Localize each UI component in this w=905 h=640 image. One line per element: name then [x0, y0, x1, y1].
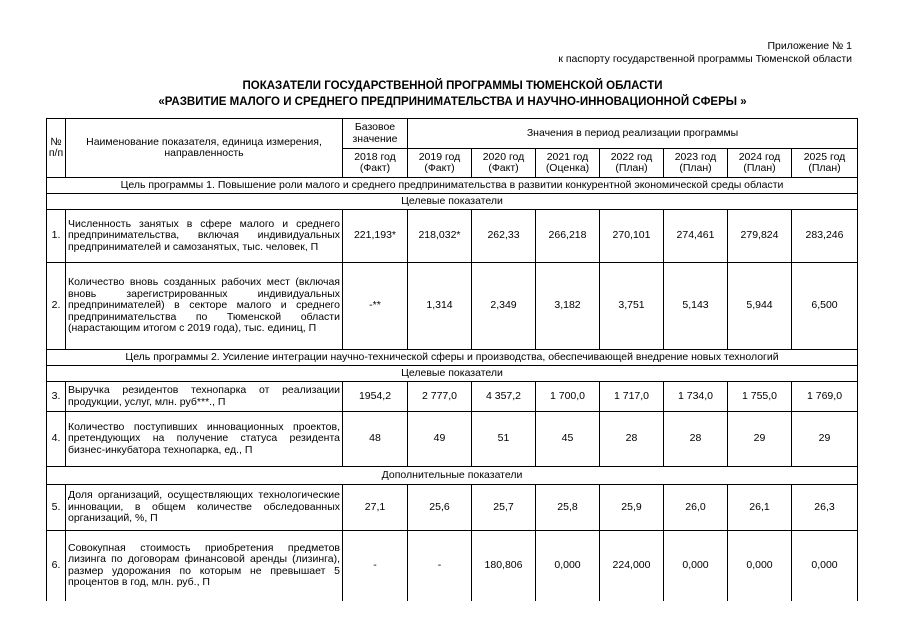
cell-2025: 0,000	[792, 531, 858, 601]
cell-2019: 2 777,0	[408, 382, 472, 412]
cell-2021: 0,000	[536, 531, 600, 601]
header-name: Наименование показателя, единица измерения, направленность	[66, 119, 343, 178]
cell-2019: -	[408, 531, 472, 601]
cell-2019: 25,6	[408, 485, 472, 531]
header-year-2024: 2024 год (План)	[728, 149, 792, 178]
appendix-line-1: Приложение № 1	[767, 40, 852, 52]
header-year-2020: 2020 год (Факт)	[472, 149, 536, 178]
cell-2021: 266,218	[536, 210, 600, 263]
table-row	[47, 485, 858, 531]
cell-2020: 2,349	[472, 263, 536, 350]
cell-2020: 262,33	[472, 210, 536, 263]
cell-2018: 27,1	[343, 485, 408, 531]
cell-2024: 29	[728, 412, 792, 467]
cell-2018: 221,193*	[343, 210, 408, 263]
row-name: Доля организаций, осуществляющих технологические инновации, в общем количестве обследованных организаций, %, П	[66, 485, 343, 531]
cell-2022: 25,9	[600, 485, 664, 531]
cell-2025: 29	[792, 412, 858, 467]
cell-2018: -	[343, 531, 408, 601]
cell-2022: 3,751	[600, 263, 664, 350]
table-row	[47, 210, 858, 263]
target-indicators-2-row: Целевые показатели	[47, 366, 858, 382]
cell-2018: 48	[343, 412, 408, 467]
cell-2024: 26,1	[728, 485, 792, 531]
cell-2023: 28	[664, 412, 728, 467]
indicators-table	[46, 118, 858, 601]
cell-2020: 180,806	[472, 531, 536, 601]
cell-2019: 1,314	[408, 263, 472, 350]
header-year-2022: 2022 год (План)	[600, 149, 664, 178]
cell-2018: 1954,2	[343, 382, 408, 412]
header-period: Значения в период реализации программы	[408, 119, 858, 149]
table-row	[47, 263, 858, 350]
cell-2021: 25,8	[536, 485, 600, 531]
appendix-note	[558, 40, 852, 66]
row-number: 4.	[47, 412, 66, 467]
row-number: 1.	[47, 210, 66, 263]
header-num: № п/п	[47, 119, 66, 178]
cell-2022: 1 717,0	[600, 382, 664, 412]
cell-2024: 0,000	[728, 531, 792, 601]
header-year-2019: 2019 год (Факт)	[408, 149, 472, 178]
table-row	[47, 412, 858, 467]
table-row	[47, 531, 858, 601]
cell-2021: 45	[536, 412, 600, 467]
page-title	[0, 78, 905, 110]
header-year-2021: 2021 год (Оценка)	[536, 149, 600, 178]
row-name: Количество поступивших инновационных проектов, претендующих на получение статуса резидента бизнес-инкубатора технопарка, ед., П	[66, 412, 343, 467]
title-line-2: «РАЗВИТИЕ МАЛОГО И СРЕДНЕГО ПРЕДПРИНИМАТЕЛЬСТВА И НАУЧНО-ИННОВАЦИОННОЙ СФЕРЫ »	[158, 96, 747, 108]
goal-2-row: Цель программы 2. Усиление интеграции научно-технической сферы и производства, обеспечивающей внедрение новых технологий	[47, 350, 858, 366]
cell-2021: 3,182	[536, 263, 600, 350]
cell-2025: 26,3	[792, 485, 858, 531]
row-number: 6.	[47, 531, 66, 601]
header-year-2023: 2023 год (План)	[664, 149, 728, 178]
cell-2021: 1 700,0	[536, 382, 600, 412]
cell-2023: 26,0	[664, 485, 728, 531]
appendix-line-2: к паспорту государственной программы Тюменской области	[558, 53, 852, 65]
row-name: Количество вновь созданных рабочих мест (включая вновь зарегистрированных индивидуальных предпринимателей) в секторе малого и среднего предпринимательства по Тюменской области (нарастающим итогом с 2019 года), тыс. единиц, П	[66, 263, 343, 350]
table-row	[47, 382, 858, 412]
cell-2022: 28	[600, 412, 664, 467]
cell-2024: 5,944	[728, 263, 792, 350]
cell-2024: 1 755,0	[728, 382, 792, 412]
cell-2023: 274,461	[664, 210, 728, 263]
cell-2020: 4 357,2	[472, 382, 536, 412]
cell-2025: 1 769,0	[792, 382, 858, 412]
cell-2025: 6,500	[792, 263, 858, 350]
cell-2024: 279,824	[728, 210, 792, 263]
row-number: 2.	[47, 263, 66, 350]
row-number: 3.	[47, 382, 66, 412]
additional-indicators-row: Дополнительные показатели	[47, 467, 858, 485]
target-indicators-1-row: Целевые показатели	[47, 194, 858, 210]
title-line-1: ПОКАЗАТЕЛИ ГОСУДАРСТВЕННОЙ ПРОГРАММЫ ТЮМЕНСКОЙ ОБЛАСТИ	[242, 80, 663, 92]
header-year-2018: 2018 год (Факт)	[343, 149, 408, 178]
cell-2018: -**	[343, 263, 408, 350]
cell-2023: 5,143	[664, 263, 728, 350]
cell-2023: 0,000	[664, 531, 728, 601]
cell-2019: 49	[408, 412, 472, 467]
cell-2020: 25,7	[472, 485, 536, 531]
row-name: Совокупная стоимость приобретения предметов лизинга по договорам финансовой аренды (лизинга), размер удорожания по которым не превышает 5 процентов в год, млн. руб., П	[66, 531, 343, 601]
cell-2025: 283,246	[792, 210, 858, 263]
header-year-2025: 2025 год (План)	[792, 149, 858, 178]
cell-2022: 224,000	[600, 531, 664, 601]
row-name: Численность занятых в сфере малого и среднего предпринимательства, включая индивидуальных предпринимателей и самозанятых, тыс. человек, П	[66, 210, 343, 263]
cell-2022: 270,101	[600, 210, 664, 263]
row-name: Выручка резидентов технопарка от реализации продукции, услуг, млн. руб***., П	[66, 382, 343, 412]
cell-2019: 218,032*	[408, 210, 472, 263]
cell-2020: 51	[472, 412, 536, 467]
row-number: 5.	[47, 485, 66, 531]
goal-1-row: Цель программы 1. Повышение роли малого и среднего предпринимательства в развитии конкурентной экономической среды области	[47, 178, 858, 194]
cell-2023: 1 734,0	[664, 382, 728, 412]
header-base: Базовое значение	[343, 119, 408, 149]
